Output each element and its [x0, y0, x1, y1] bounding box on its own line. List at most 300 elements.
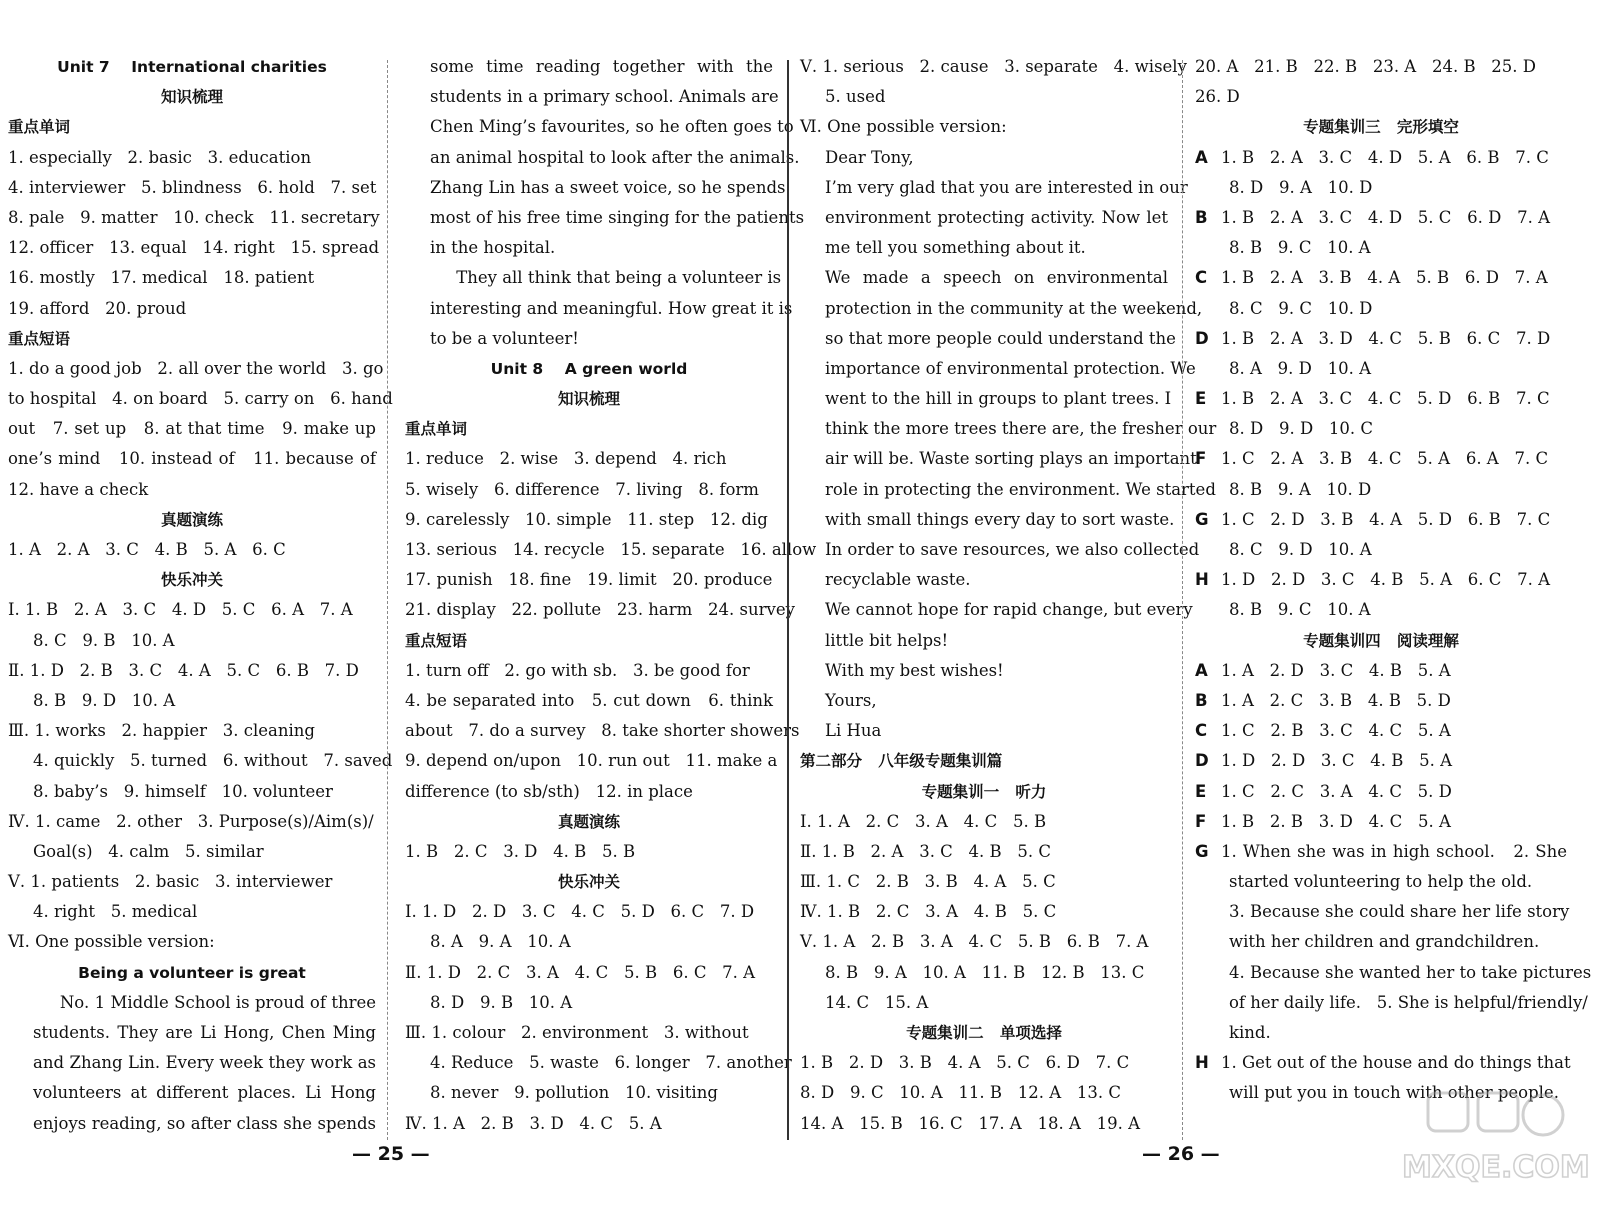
text-line	[1195, 988, 1588, 1018]
text-line	[1195, 354, 1567, 384]
section-letter: B	[1195, 690, 1208, 710]
text-line	[405, 565, 773, 595]
text-line	[1195, 626, 1567, 656]
text-line	[405, 867, 773, 897]
text-line	[800, 233, 1168, 263]
text-line	[405, 354, 773, 384]
line-text: 1. B 2. A 3. B 4. A 5. B 6. D 7. A	[1221, 268, 1548, 288]
line-text: one’s mind 10. instead of 11. because of	[8, 449, 376, 469]
line-text: They all think that being a volunteer is	[430, 268, 782, 288]
text-line	[1195, 52, 1567, 82]
line-text: 1. B 2. A 3. C 4. D 5. A 6. B 7. C	[1221, 147, 1549, 167]
text-line	[405, 626, 773, 656]
line-text: We made a speech on environmental	[825, 268, 1168, 288]
line-text: 8. B 9. D 10. A	[33, 690, 176, 710]
line-text: 4. quickly 5. turned 6. without 7. saved	[33, 751, 393, 771]
text-line	[405, 52, 773, 82]
text-line	[1195, 565, 1567, 595]
text-line	[405, 173, 786, 203]
section-letter: C	[1195, 721, 1208, 741]
text-line	[800, 475, 1216, 505]
text-line	[1195, 807, 1567, 837]
section-letter: B	[1195, 207, 1208, 227]
column-4	[1195, 52, 1592, 1109]
line-text: 1. do a good job 2. all over the world 3. go	[8, 358, 384, 378]
line-text: 1. B 2. D 3. B 4. A 5. C 6. D 7. C	[800, 1053, 1130, 1073]
line-text: 14. C 15. A	[825, 992, 929, 1012]
line-text: 4. Reduce 5. waste 6. longer 7. another	[430, 1053, 792, 1073]
line-text: 8. B 9. A 10. D	[1229, 479, 1372, 499]
text-line	[405, 656, 773, 686]
text-line	[800, 626, 1168, 656]
line-text: With my best wishes!	[825, 660, 1004, 680]
text-line	[405, 1109, 773, 1139]
text-line	[405, 1048, 792, 1078]
section-letter: A	[1195, 147, 1208, 167]
line-text: 9. depend on/upon 10. run out 11. make a	[405, 751, 778, 771]
line-text: 3. Because she could share her life story	[1229, 902, 1570, 922]
line-text: volunteers at different places. Li Hong	[33, 1083, 376, 1103]
line-text: 第二部分 八年级专题集训篇	[800, 752, 1003, 771]
line-text: to be a volunteer!	[430, 328, 579, 348]
line-text: Zhang Lin has a sweet voice, so he spends	[430, 177, 786, 197]
line-text: Yours,	[825, 690, 877, 710]
line-text: Unit 8 A green world	[490, 359, 688, 378]
line-text: 1. C 2. D 3. B 4. A 5. D 6. B 7. C	[1221, 509, 1551, 529]
text-line	[800, 988, 1168, 1018]
text-line	[8, 746, 393, 776]
section-letter: G	[1195, 841, 1209, 861]
line-text: some time reading together with the	[430, 57, 773, 76]
text-line	[8, 716, 376, 746]
line-text: 重点短语	[8, 329, 71, 348]
text-line	[405, 686, 773, 716]
text-line	[8, 233, 380, 263]
section-letter: H	[1195, 1053, 1209, 1073]
line-text: role in protecting the environment. We started	[825, 479, 1216, 499]
text-line	[8, 52, 376, 82]
line-text: Ⅲ. 1. C 2. B 3. B 4. A 5. C	[800, 872, 1056, 892]
text-line	[1195, 112, 1567, 142]
line-text: 1. D 2. D 3. C 4. B 5. A	[1221, 751, 1452, 771]
text-line	[8, 82, 376, 112]
line-text: No. 1 Middle School is proud of three	[33, 992, 376, 1012]
line-text: protection in the community at the weekend,	[825, 298, 1203, 318]
text-line	[405, 897, 773, 927]
text-line	[8, 203, 380, 233]
text-line	[405, 414, 773, 444]
text-line	[405, 233, 773, 263]
line-text: Unit 7 International charities	[57, 58, 327, 76]
column-divider	[1182, 60, 1183, 1140]
line-text: 1. B 2. B 3. D 4. C 5. A	[1221, 811, 1451, 831]
line-text: 重点短语	[405, 631, 468, 650]
text-line	[1195, 414, 1567, 444]
text-line	[8, 958, 376, 988]
text-line	[405, 1018, 773, 1048]
text-line	[405, 1078, 773, 1108]
text-line	[405, 807, 773, 837]
text-line	[8, 837, 376, 867]
text-line	[800, 1078, 1168, 1108]
line-text: 4. interviewer 5. blindness 6. hold 7. set	[8, 177, 377, 197]
text-line	[800, 1048, 1168, 1078]
line-text: 4. Because she wanted her to take pictures	[1229, 962, 1592, 982]
text-line	[800, 807, 1168, 837]
line-text: with her children and grandchildren.	[1229, 932, 1540, 952]
line-text: went to the hill in groups to plant trees. I	[825, 389, 1172, 409]
line-text: 重点单词	[405, 420, 468, 439]
text-line	[800, 535, 1200, 565]
text-line	[8, 686, 376, 716]
text-line	[800, 82, 1168, 112]
line-text: 13. serious 14. recycle 15. separate 16. allow	[405, 540, 817, 559]
text-line	[800, 867, 1168, 897]
text-line	[800, 505, 1175, 535]
line-text: Ⅴ. 1. patients 2. basic 3. interviewer	[8, 872, 333, 892]
page-gutter	[787, 60, 789, 1140]
page-number-right: — 26 —	[1142, 1143, 1220, 1165]
text-line	[1195, 927, 1567, 957]
text-line	[405, 927, 773, 957]
text-line	[1195, 867, 1567, 897]
line-text: Ⅵ. One possible version:	[800, 117, 1007, 137]
text-line	[8, 867, 376, 897]
line-text: little bit helps!	[825, 630, 949, 650]
text-line	[8, 1078, 376, 1108]
text-line	[8, 505, 376, 535]
text-line	[405, 444, 773, 474]
text-line	[1195, 143, 1567, 173]
line-text: 1. C 2. C 3. A 4. C 5. D	[1221, 781, 1452, 801]
text-line	[1195, 173, 1567, 203]
line-text: 1. B 2. A 3. C 4. D 5. C 6. D 7. A	[1221, 207, 1550, 227]
line-text: 1. C 2. A 3. B 4. C 5. A 6. A 7. C	[1221, 449, 1549, 469]
text-line	[8, 444, 376, 474]
line-text: 8. B 9. C 10. A	[1229, 238, 1371, 258]
line-text: 1. especially 2. basic 3. education	[8, 147, 312, 167]
line-text: Ⅰ. 1. B 2. A 3. C 4. D 5. C 6. A 7. A	[8, 600, 353, 620]
text-line	[1195, 444, 1567, 474]
text-line	[8, 595, 376, 625]
text-line	[405, 595, 795, 625]
section-letter: C	[1195, 268, 1208, 288]
line-text: Chen Ming’s favourites, so he often goes to	[430, 117, 794, 137]
text-line	[405, 535, 817, 565]
text-line	[405, 777, 773, 807]
line-text: 19. afford 20. proud	[8, 298, 187, 318]
text-line	[800, 686, 1168, 716]
text-line	[8, 656, 376, 686]
watermark-text: MXQE.COM	[1402, 1150, 1590, 1185]
text-line	[1195, 384, 1567, 414]
line-text: 14. A 15. B 16. C 17. A 18. A 19. A	[800, 1113, 1140, 1133]
line-text: 1. B 2. A 3. D 4. C 5. B 6. C 7. D	[1221, 328, 1551, 348]
line-text: Ⅴ. 1. serious 2. cause 3. separate 4. wisely	[800, 57, 1187, 76]
line-text: 5. wisely 6. difference 7. living 8. form	[405, 479, 759, 499]
text-line	[800, 414, 1217, 444]
line-text: Dear Tony,	[825, 147, 914, 167]
line-text: 5. used	[825, 87, 886, 107]
text-line	[8, 565, 376, 595]
text-line	[1195, 324, 1567, 354]
line-text: 快乐冲关	[557, 873, 620, 892]
line-text: difference (to sb/sth) 12. in place	[405, 781, 693, 801]
line-text: Goal(s) 4. calm 5. similar	[33, 841, 264, 861]
line-text: Ⅳ. 1. B 2. C 3. A 4. B 5. C	[800, 902, 1057, 922]
text-line	[800, 143, 1168, 173]
line-text: In order to save resources, we also collected	[825, 540, 1200, 559]
line-text: 1. C 2. B 3. C 4. C 5. A	[1221, 721, 1451, 741]
line-text: 26. D	[1195, 87, 1240, 107]
line-text: interesting and meaningful. How great it is	[430, 298, 793, 318]
text-line	[405, 505, 773, 535]
line-text: 1. D 2. D 3. C 4. B 5. A 6. C 7. A	[1221, 570, 1550, 590]
line-text: of her daily life. 5. She is helpful/friendly/	[1229, 992, 1588, 1012]
text-line	[8, 112, 376, 142]
text-line	[8, 173, 376, 203]
line-text: I’m very glad that you are interested in our	[825, 177, 1188, 197]
line-text: 真题演练	[557, 812, 620, 831]
line-text: 8. B 9. A 10. A 11. B 12. B 13. C	[825, 962, 1145, 982]
watermark-logo	[1398, 1085, 1590, 1190]
line-text: Ⅲ. 1. colour 2. environment 3. without	[405, 1023, 749, 1042]
text-line	[8, 1018, 376, 1048]
text-line	[8, 294, 376, 324]
line-text: 20. A 21. B 22. B 23. A 24. B 25. D	[1195, 57, 1537, 76]
text-line	[800, 1109, 1168, 1139]
text-line	[800, 203, 1168, 233]
text-line	[405, 746, 778, 776]
text-line	[1195, 746, 1567, 776]
line-text: most of his free time singing for the patients	[430, 207, 805, 227]
line-text: Ⅳ. 1. came 2. other 3. Purpose(s)/Aim(s)/	[8, 811, 374, 831]
line-text: 重点单词	[8, 118, 71, 137]
line-text: so that more people could understand the	[825, 328, 1176, 348]
text-line	[1195, 686, 1567, 716]
line-text: 1. Get out of the house and do things that	[1221, 1053, 1571, 1073]
column-1	[8, 52, 393, 1139]
line-text: 知识梳理	[557, 390, 620, 409]
text-line	[405, 294, 793, 324]
text-line	[8, 988, 376, 1018]
line-text: to hospital 4. on board 5. carry on 6. hand	[8, 389, 393, 409]
section-letter: E	[1195, 781, 1207, 801]
text-line	[800, 595, 1193, 625]
line-text: 专题集训三 完形填空	[1303, 118, 1459, 137]
line-text: about 7. do a survey 8. take shorter showers	[405, 721, 800, 741]
column-3	[800, 52, 1217, 1139]
section-letter: G	[1195, 509, 1209, 529]
line-text: think the more trees there are, the fresher our	[825, 419, 1217, 439]
line-text: 8. A 9. A 10. A	[430, 932, 571, 952]
text-line	[800, 565, 1168, 595]
text-line	[1195, 475, 1567, 505]
line-text: 1. A 2. A 3. C 4. B 5. A 6. C	[8, 540, 286, 559]
line-text: an animal hospital to look after the animals.	[430, 147, 800, 167]
text-line	[800, 173, 1188, 203]
line-text: 1. B 2. A 3. C 4. C 5. D 6. B 7. C	[1221, 389, 1550, 409]
line-text: Ⅵ. One possible version:	[8, 932, 215, 952]
text-line	[1195, 897, 1570, 927]
text-line	[1195, 716, 1567, 746]
text-line	[405, 143, 800, 173]
line-text: Ⅲ. 1. works 2. happier 3. cleaning	[8, 721, 315, 741]
text-line	[800, 384, 1172, 414]
line-text: 8. D 9. C 10. A 11. B 12. A 13. C	[800, 1083, 1122, 1103]
line-text: recyclable waste.	[825, 570, 971, 590]
text-line	[800, 656, 1168, 686]
line-text: importance of environmental protection. We	[825, 358, 1196, 378]
line-text: 16. mostly 17. medical 18. patient	[8, 268, 315, 288]
text-line	[800, 716, 1168, 746]
text-line	[800, 52, 1187, 82]
line-text: air will be. Waste sorting plays an important	[825, 449, 1197, 469]
text-line	[800, 324, 1176, 354]
text-line	[800, 1018, 1168, 1048]
line-text: 8. C 9. B 10. A	[33, 630, 175, 650]
line-text: 17. punish 18. fine 19. limit 20. produce	[405, 570, 773, 590]
text-line	[1195, 837, 1567, 867]
text-line	[8, 143, 376, 173]
line-text: Ⅱ. 1. D 2. B 3. C 4. A 5. C 6. B 7. D	[8, 660, 359, 680]
line-text: students in a primary school. Animals are	[430, 87, 779, 107]
text-line	[405, 475, 773, 505]
line-text: Li Hua	[825, 721, 882, 741]
text-line	[1195, 777, 1567, 807]
text-line	[1195, 595, 1567, 625]
text-line	[1195, 233, 1567, 263]
text-line	[800, 777, 1168, 807]
line-text: 8. A 9. D 10. A	[1229, 358, 1371, 378]
text-line	[800, 837, 1168, 867]
text-line	[8, 1048, 376, 1078]
line-text: 8. C 9. C 10. D	[1229, 298, 1373, 318]
line-text: will put you in touch with other people.	[1229, 1083, 1559, 1103]
text-line	[8, 384, 393, 414]
text-line	[800, 444, 1197, 474]
section-letter: F	[1195, 449, 1207, 469]
text-line	[1195, 294, 1567, 324]
line-text: Ⅴ. 1. A 2. B 3. A 4. C 5. B 6. B 7. A	[800, 932, 1149, 952]
text-line	[405, 837, 773, 867]
text-line	[8, 475, 376, 505]
line-text: 1. B 2. C 3. D 4. B 5. B	[405, 841, 636, 861]
line-text: enjoys reading, so after class she spends	[33, 1113, 376, 1133]
line-text: Ⅰ. 1. A 2. C 3. A 4. C 5. B	[800, 811, 1047, 831]
text-line	[8, 535, 376, 565]
line-text: 9. carelessly 10. simple 11. step 12. dig	[405, 509, 768, 529]
line-text: Being a volunteer is great	[78, 963, 306, 982]
line-text: 真题演练	[160, 510, 223, 529]
text-line	[800, 354, 1196, 384]
line-text: 12. officer 13. equal 14. right 15. spread	[8, 238, 380, 258]
line-text: 8. baby’s 9. himself 10. volunteer	[33, 781, 333, 801]
line-text: kind.	[1229, 1023, 1271, 1042]
line-text: 12. have a check	[8, 479, 149, 499]
text-line	[405, 324, 773, 354]
line-text: Ⅰ. 1. D 2. D 3. C 4. C 5. D 6. C 7. D	[405, 902, 755, 922]
line-text: 8. B 9. C 10. A	[1229, 600, 1371, 620]
text-line	[405, 384, 773, 414]
text-line	[8, 897, 376, 927]
column-divider	[387, 60, 388, 1140]
text-line	[1195, 535, 1567, 565]
line-text: 8. D 9. D 10. C	[1229, 419, 1374, 439]
text-line	[800, 958, 1168, 988]
text-line	[8, 1109, 376, 1139]
text-line	[8, 263, 376, 293]
line-text: 专题集训一 听力	[921, 782, 1047, 801]
line-text: environment protecting activity. Now let	[825, 207, 1168, 227]
line-text: 1. When she was in high school. 2. She	[1221, 841, 1567, 861]
text-line	[1195, 656, 1567, 686]
line-text: Ⅳ. 1. A 2. B 3. D 4. C 5. A	[405, 1113, 662, 1133]
line-text: 8. never 9. pollution 10. visiting	[430, 1083, 718, 1103]
line-text: 4. be separated into 5. cut down 6. think	[405, 690, 773, 710]
text-line	[8, 324, 376, 354]
line-text: 专题集训二 单项选择	[906, 1024, 1062, 1042]
text-line	[800, 746, 1168, 776]
line-text: 1. turn off 2. go with sb. 3. be good for	[405, 660, 750, 680]
text-line	[8, 927, 376, 957]
text-line	[8, 354, 384, 384]
text-line	[405, 958, 773, 988]
text-line	[405, 112, 794, 142]
line-text: We cannot hope for rapid change, but every	[825, 600, 1193, 620]
text-line	[1195, 1018, 1567, 1048]
text-line	[800, 927, 1168, 957]
line-text: 8. D 9. B 10. A	[430, 992, 573, 1012]
text-line	[1195, 958, 1592, 988]
section-letter: D	[1195, 328, 1209, 348]
line-text: out 7. set up 8. at that time 9. make up	[8, 419, 376, 439]
line-text: 8. pale 9. matter 10. check 11. secretary	[8, 207, 380, 227]
text-line	[405, 263, 782, 293]
line-text: 4. right 5. medical	[33, 902, 198, 922]
section-letter: A	[1195, 660, 1208, 680]
column-2	[405, 52, 817, 1139]
line-text: 1. A 2. D 3. C 4. B 5. A	[1221, 660, 1451, 680]
line-text: 1. reduce 2. wise 3. depend 4. rich	[405, 449, 727, 469]
line-text: started volunteering to help the old.	[1229, 872, 1533, 892]
section-letter: F	[1195, 811, 1207, 831]
section-letter: E	[1195, 389, 1207, 409]
text-line	[8, 807, 376, 837]
text-line	[405, 988, 773, 1018]
text-line	[800, 294, 1203, 324]
line-text: 1. A 2. C 3. B 4. B 5. D	[1221, 690, 1451, 710]
line-text: 8. C 9. D 10. A	[1229, 540, 1372, 559]
text-line	[405, 82, 779, 112]
text-line	[800, 263, 1168, 293]
text-line	[405, 203, 805, 233]
line-text: me tell you something about it.	[825, 238, 1086, 258]
line-text: in the hospital.	[430, 238, 556, 258]
text-line	[8, 777, 376, 807]
section-letter: D	[1195, 751, 1209, 771]
line-text: 专题集训四 阅读理解	[1303, 631, 1459, 650]
line-text: 知识梳理	[160, 88, 223, 107]
text-line	[1195, 263, 1567, 293]
text-line	[1195, 82, 1567, 112]
text-line	[8, 626, 376, 656]
line-text: students. They are Li Hong, Chen Ming	[33, 1023, 376, 1042]
line-text: 快乐冲关	[160, 571, 223, 590]
text-line	[8, 414, 376, 444]
page-number-left: — 25 —	[352, 1143, 430, 1165]
text-line	[1195, 505, 1567, 535]
